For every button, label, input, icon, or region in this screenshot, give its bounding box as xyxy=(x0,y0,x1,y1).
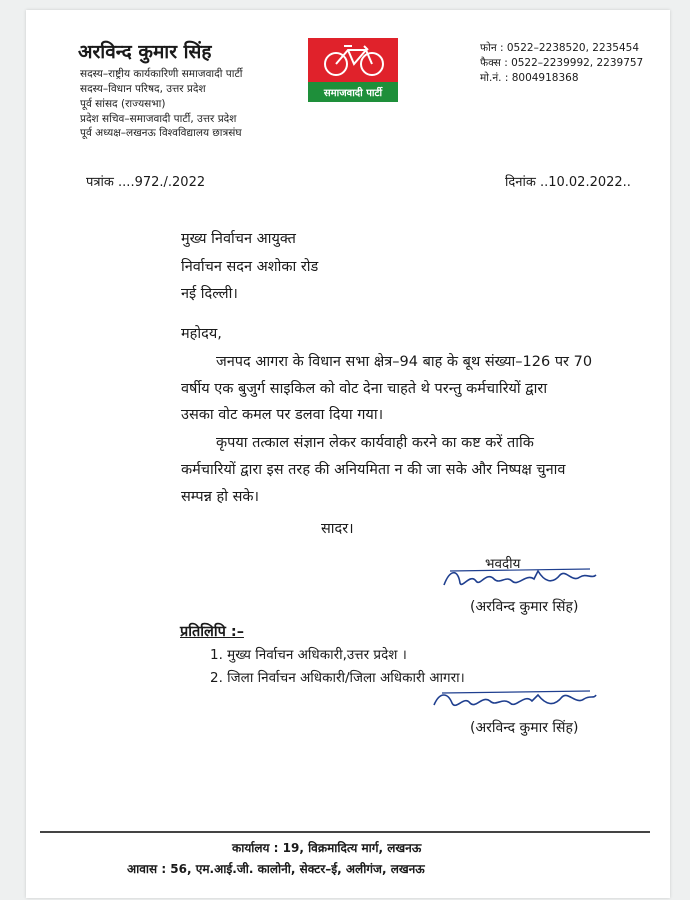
copy-to-label: प्रतिलिपि :– xyxy=(180,624,244,640)
office-address: कार्यालय : 19, विक्रमादित्य मार्ग, लखनऊ xyxy=(232,841,422,855)
paragraph-line: सम्पन्न हो सके। xyxy=(181,489,260,505)
fax-text: फैक्स : 0522–2239992, 2239757 xyxy=(480,57,644,69)
handwritten-signature xyxy=(430,685,600,715)
letter-date: दिनांक ..10.02.2022.. xyxy=(505,175,631,190)
bicycle-icon xyxy=(308,38,398,82)
copy-to-item: 2. जिला निर्वाचन अधिकारी/जिला अधिकारी आगरा। xyxy=(210,670,465,686)
mobile-text: मो.नं. : 8004918368 xyxy=(480,72,579,84)
paragraph-line: जनपद आगरा के विधान सभा क्षेत्र–94 बाह के बूथ संख्या–126 पर 70 xyxy=(216,354,593,370)
signoff-text: भवदीय xyxy=(485,556,521,572)
designation-line: पूर्व अध्यक्ष–लखनऊ विश्वविद्यालय छात्रसंघ xyxy=(80,127,242,139)
paragraph-line: वर्षीय एक बुजुर्ग साइकिल को वोट देना चाहते थे परन्तु कर्मचारियों द्वारा xyxy=(181,381,548,397)
logo-label: समाजवादी पार्टी xyxy=(323,88,383,99)
letter-page xyxy=(26,10,670,898)
residence-address: आवास : 56, एम.आई.जी. कालोनी, सेक्टर–ई, अलीगंज, लखनऊ xyxy=(127,862,425,876)
paragraph-line: उसका वोट कमल पर डलवा दिया गया। xyxy=(181,407,384,423)
paragraph-line: कर्मचारियों द्वारा इस तरह की अनियमिता न की जा सके और निष्पक्ष चुनाव xyxy=(181,462,566,478)
handwritten-signature xyxy=(440,563,600,593)
reference-number: पत्रांक ....972./.2022 xyxy=(86,175,206,190)
addressee-line: नई दिल्ली। xyxy=(181,286,238,302)
addressee-line: निर्वाचन सदन अशोका रोड xyxy=(181,259,319,275)
party-logo xyxy=(308,38,398,102)
footer-divider xyxy=(40,831,650,833)
addressee-line: मुख्य निर्वाचन आयुक्त xyxy=(181,231,296,247)
salutation: महोदय, xyxy=(181,326,222,342)
designation-line: पूर्व सांसद (राज्यसभा) xyxy=(80,98,166,110)
closing-text: सादर। xyxy=(321,521,354,537)
logo-red-panel xyxy=(308,38,398,82)
paragraph-line: कृपया तत्काल संज्ञान लेकर कार्यवाही करने का कष्ट करें ताकि xyxy=(216,435,534,451)
copy-signature-name: (अरविन्द कुमार सिंह) xyxy=(470,720,579,736)
designation-line: प्रदेश सचिव–समाजवादी पार्टी, उत्तर प्रदेश xyxy=(80,113,237,125)
signature-name: (अरविन्द कुमार सिंह) xyxy=(470,599,579,615)
designation-line: सदस्य–राष्ट्रीय कार्यकारिणी समाजवादी पार्टी xyxy=(80,68,243,80)
letterhead-name: अरविन्द कुमार सिंह xyxy=(78,41,212,63)
copy-to-item: 1. मुख्य निर्वाचन अधिकारी,उत्तर प्रदेश । xyxy=(210,647,407,663)
phone-text: फोन : 0522–2238520, 2235454 xyxy=(480,42,640,54)
designation-line: सदस्य–विधान परिषद, उत्तर प्रदेश xyxy=(80,83,206,95)
